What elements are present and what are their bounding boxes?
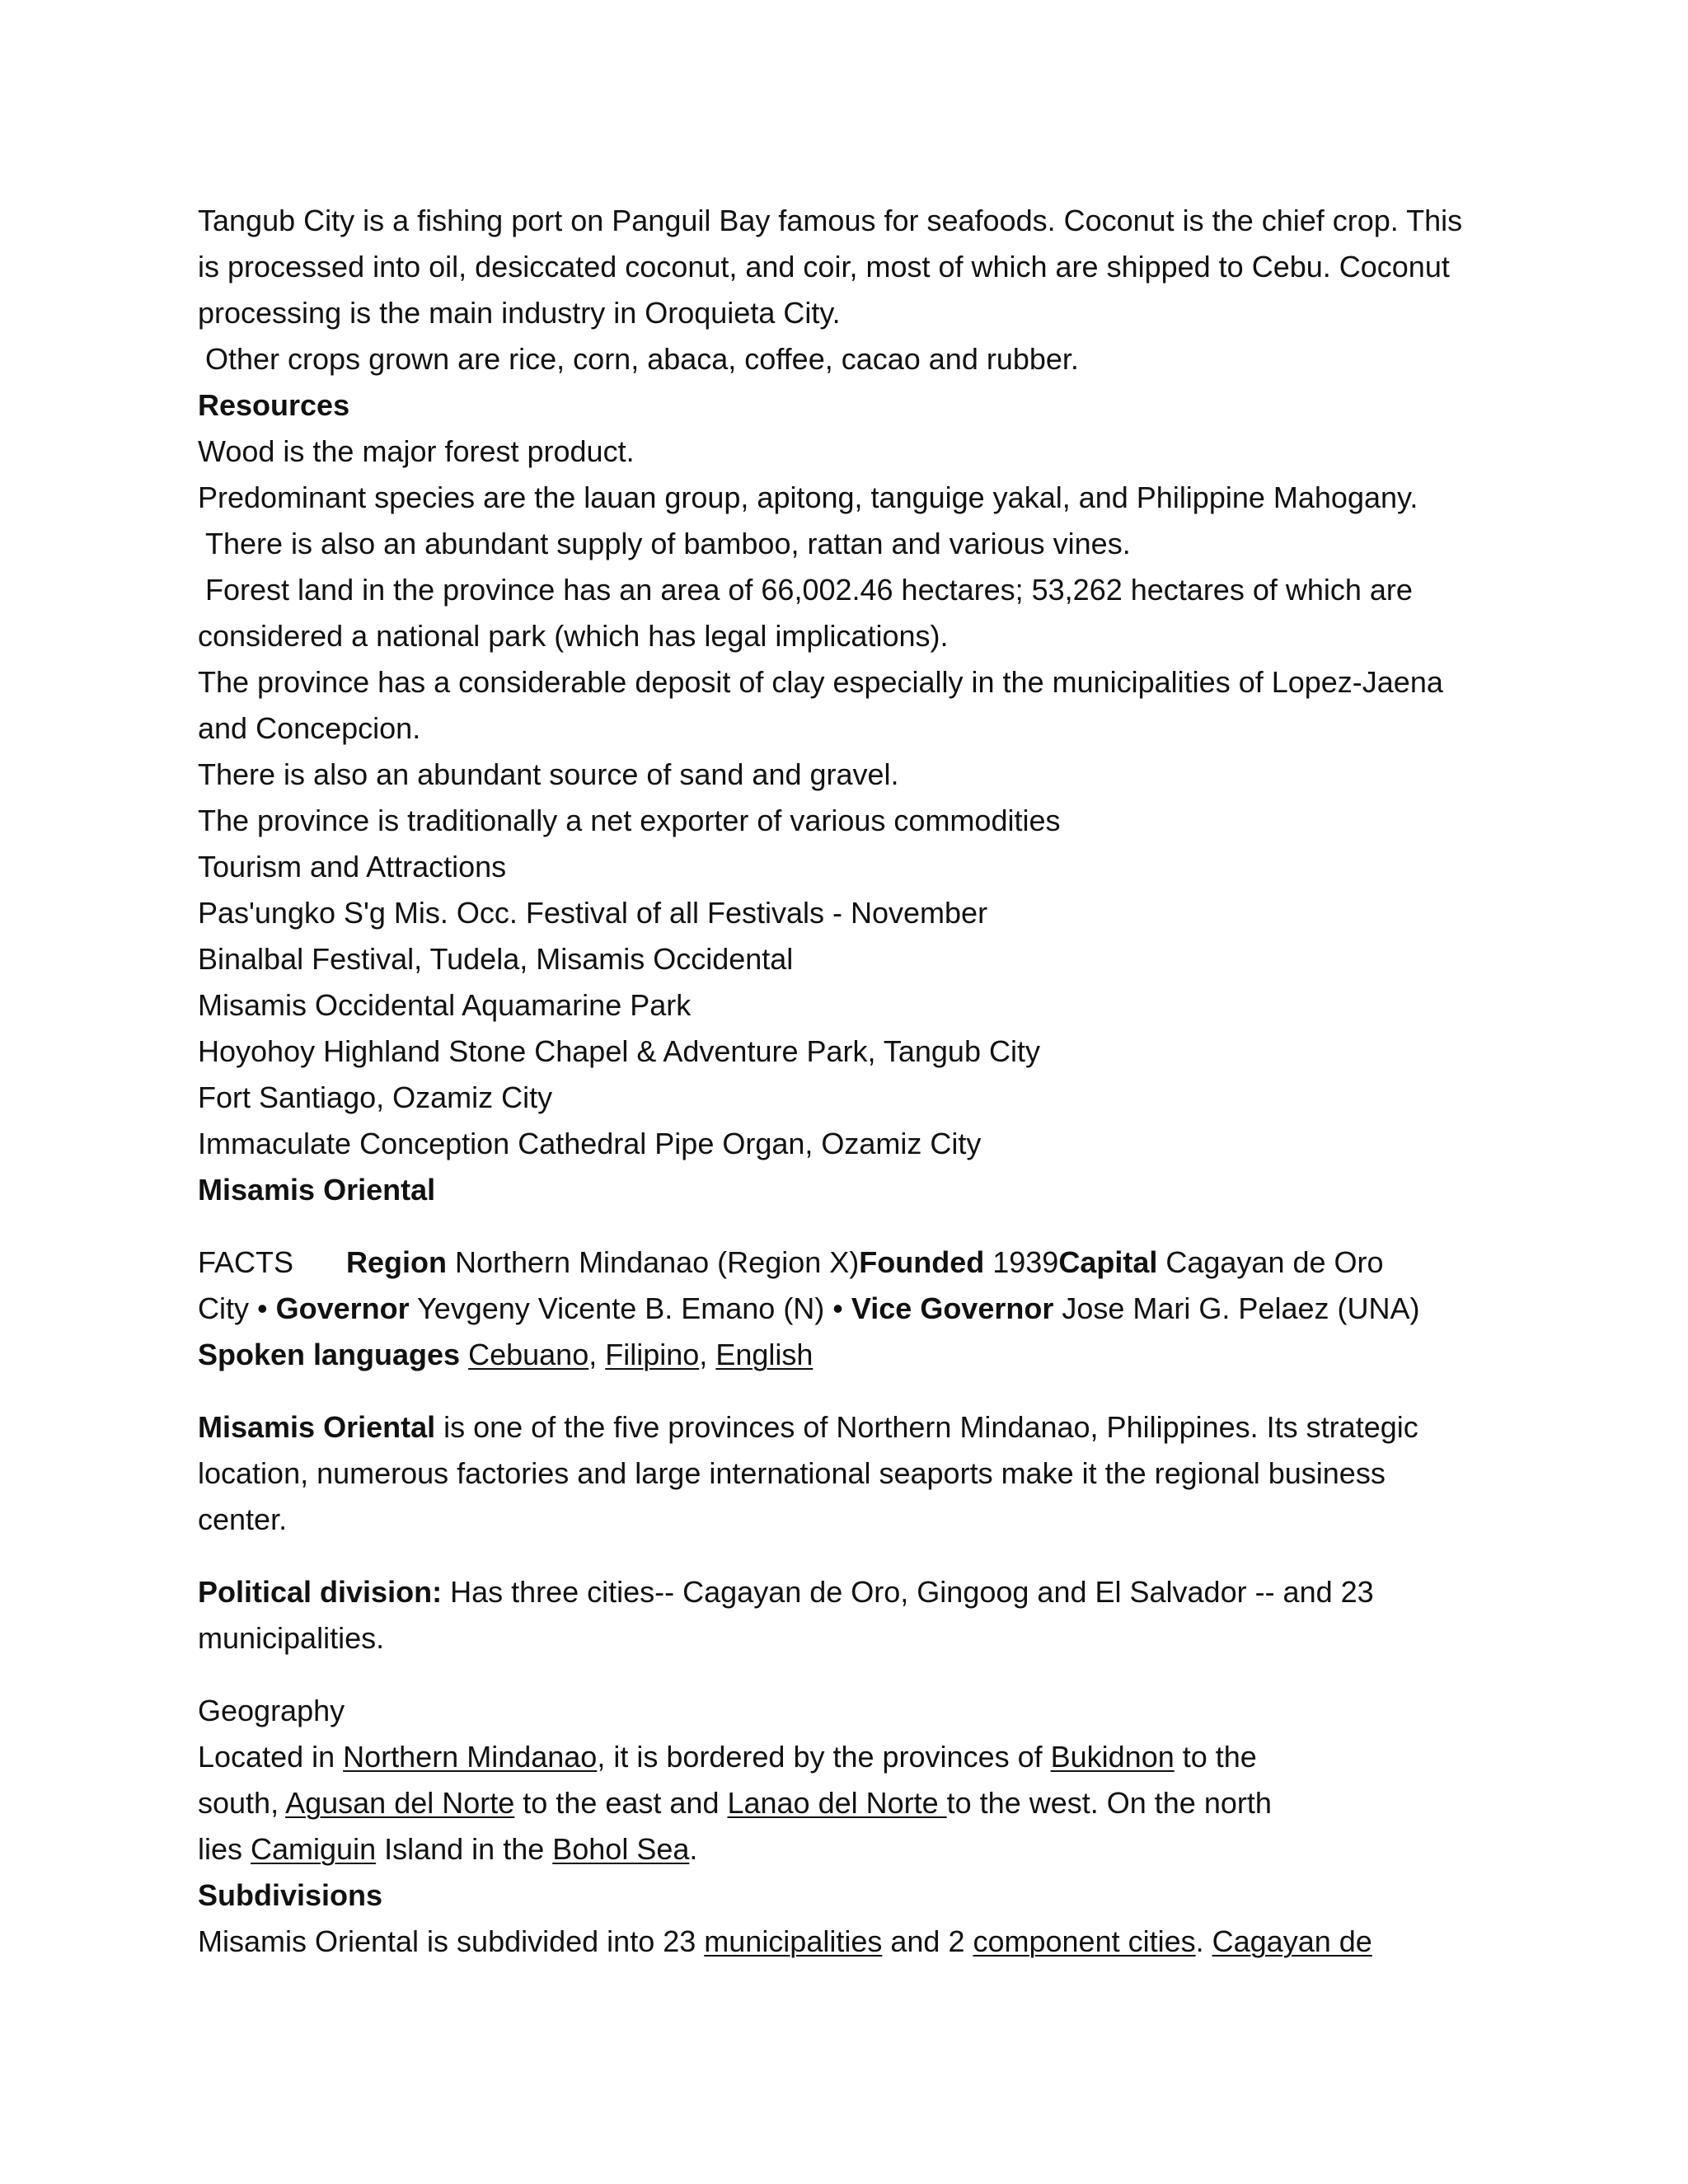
- intro-line: [198, 1404, 1517, 1451]
- paragraph-line: The province is traditionally a net exporter of various commodities: [198, 804, 1061, 837]
- link-municipalities[interactable]: municipalities: [704, 1924, 883, 1958]
- geography-line: [198, 1734, 1517, 1780]
- capital-value: Cagayan de Oro: [1157, 1245, 1384, 1279]
- link-cebuano[interactable]: Cebuano: [468, 1338, 589, 1371]
- text-run: .: [689, 1832, 698, 1866]
- geography-line: [198, 1780, 1517, 1826]
- paragraph-line: [198, 521, 1517, 567]
- spacer: [198, 1213, 1517, 1240]
- spacer: [198, 1661, 1517, 1688]
- text-run: , it is bordered by the provinces of: [597, 1740, 1051, 1774]
- text-run: and 2: [882, 1924, 973, 1958]
- text-run: Located in: [198, 1740, 344, 1774]
- resources-heading: Resources: [198, 388, 350, 422]
- text-run: south,: [198, 1786, 286, 1820]
- region-label: Region: [346, 1245, 447, 1279]
- paragraph-line: processing is the main industry in Oroquieta City.: [198, 296, 841, 330]
- text-run: Misamis Oriental is subdivided into 23: [198, 1924, 705, 1958]
- capital-value-cont: City •: [198, 1291, 276, 1325]
- political-line: [198, 1569, 1517, 1615]
- bamboo-text: There is also an abundant supply of bamboo, rattan and various vines.: [205, 527, 1131, 560]
- link-camiguin[interactable]: Camiguin: [251, 1832, 377, 1866]
- governor-label: Governor: [275, 1291, 410, 1325]
- attraction-item: Hoyohoy Highland Stone Chapel & Adventure Park, Tangub City: [198, 1034, 1040, 1068]
- paragraph-line: [198, 567, 1517, 613]
- languages-label: Spoken languages: [198, 1338, 461, 1371]
- attraction-item: Pas'ungko S'g Mis. Occ. Festival of all Festivals - November: [198, 896, 988, 930]
- attraction-item: Immaculate Conception Cathedral Pipe Organ, Ozamiz City: [198, 1127, 982, 1160]
- political-text: Has three cities-- Cagayan de Oro, Gingoog and El Salvador -- and 23: [442, 1575, 1374, 1609]
- capital-label: Capital: [1058, 1245, 1158, 1279]
- facts-line: Spoken languages Cebuano, Filipino, English: [198, 1338, 814, 1371]
- attraction-item: Misamis Occidental Aquamarine Park: [198, 988, 692, 1022]
- attraction-item: Fort Santiago, Ozamiz City: [198, 1080, 553, 1114]
- attraction-item: Binalbal Festival, Tudela, Misamis Occidental: [198, 942, 794, 976]
- vice-governor-value: Jose Mari G. Pelaez (UNA): [1053, 1291, 1420, 1325]
- text-run: lies: [198, 1832, 251, 1866]
- document-body: [198, 198, 1517, 1965]
- region-value: Northern Mindanao (Region X): [447, 1245, 860, 1279]
- paragraph-line: [198, 336, 1517, 382]
- text-run: to the west. On the north: [946, 1786, 1272, 1820]
- facts-label: FACTS: [198, 1245, 294, 1279]
- facts-line: [198, 1286, 1517, 1332]
- text-run: .: [1195, 1924, 1212, 1958]
- link-component-cities[interactable]: component cities: [973, 1924, 1196, 1958]
- tourism-heading: Tourism and Attractions: [198, 850, 507, 883]
- intro-line: location, numerous factories and large international seaports make it the regional business: [198, 1456, 1386, 1490]
- text-run: to the east and: [514, 1786, 728, 1820]
- link-bohol-sea[interactable]: Bohol Sea: [552, 1832, 690, 1866]
- intro-line: center.: [198, 1502, 288, 1536]
- geography-heading: Geography: [198, 1694, 345, 1727]
- paragraph-line: Wood is the major forest product.: [198, 434, 635, 468]
- link-northern-mindanao[interactable]: Northern Mindanao: [343, 1740, 598, 1774]
- text-run: to the: [1174, 1740, 1257, 1774]
- intro-name: Misamis Oriental: [198, 1410, 436, 1444]
- link-lanao-del-norte[interactable]: Lanao del Norte: [727, 1786, 947, 1820]
- paragraph-line: and Concepcion.: [198, 711, 421, 745]
- paragraph-line: The province has a considerable deposit of clay especially in the municipalities of Lopez-Jaena: [198, 665, 1443, 699]
- political-line: municipalities.: [198, 1621, 385, 1655]
- link-bukidnon[interactable]: Bukidnon: [1050, 1740, 1175, 1774]
- paragraph-line: considered a national park (which has legal implications).: [198, 619, 949, 653]
- text-run: Island in the: [376, 1832, 553, 1866]
- founded-label: Founded: [859, 1245, 985, 1279]
- misamis-oriental-heading: Misamis Oriental: [198, 1173, 436, 1207]
- governor-value: Yevgeny Vicente B. Emano (N) •: [409, 1291, 851, 1325]
- paragraph-line: Predominant species are the lauan group, apitong, tanguige yakal, and Philippine Mahogany.: [198, 480, 1418, 514]
- link-filipino[interactable]: Filipino: [605, 1338, 700, 1371]
- facts-line: [198, 1240, 1517, 1286]
- link-cagayan-de-oro[interactable]: Cagayan de: [1212, 1924, 1372, 1958]
- intro-text: is one of the five provinces of Northern Mindanao, Philippines. Its strategic: [435, 1410, 1418, 1444]
- spacer: [198, 1378, 1517, 1404]
- paragraph-line: There is also an abundant source of sand and gravel.: [198, 757, 899, 791]
- geography-line: [198, 1826, 1517, 1872]
- founded-value: 1939: [984, 1245, 1059, 1279]
- other-crops-text: Other crops grown are rice, corn, abaca, coffee, cacao and rubber.: [205, 342, 1079, 376]
- spacer: [198, 1543, 1517, 1569]
- vice-governor-label: Vice Governor: [851, 1291, 1054, 1325]
- link-english[interactable]: English: [715, 1338, 814, 1371]
- paragraph-line: is processed into oil, desiccated coconut, and coir, most of which are shipped to Cebu. Coconut: [198, 250, 1450, 284]
- subdivisions-line: [198, 1919, 1517, 1965]
- forest-text: Forest land in the province has an area of 66,002.46 hectares; 53,262 hectares of which are: [205, 573, 1413, 607]
- subdivisions-heading: Subdivisions: [198, 1878, 383, 1912]
- paragraph-line: Tangub City is a fishing port on Panguil Bay famous for seafoods. Coconut is the chief crop. This: [198, 204, 1463, 237]
- link-agusan-del-norte[interactable]: Agusan del Norte: [285, 1786, 515, 1820]
- political-label: Political division:: [198, 1575, 443, 1609]
